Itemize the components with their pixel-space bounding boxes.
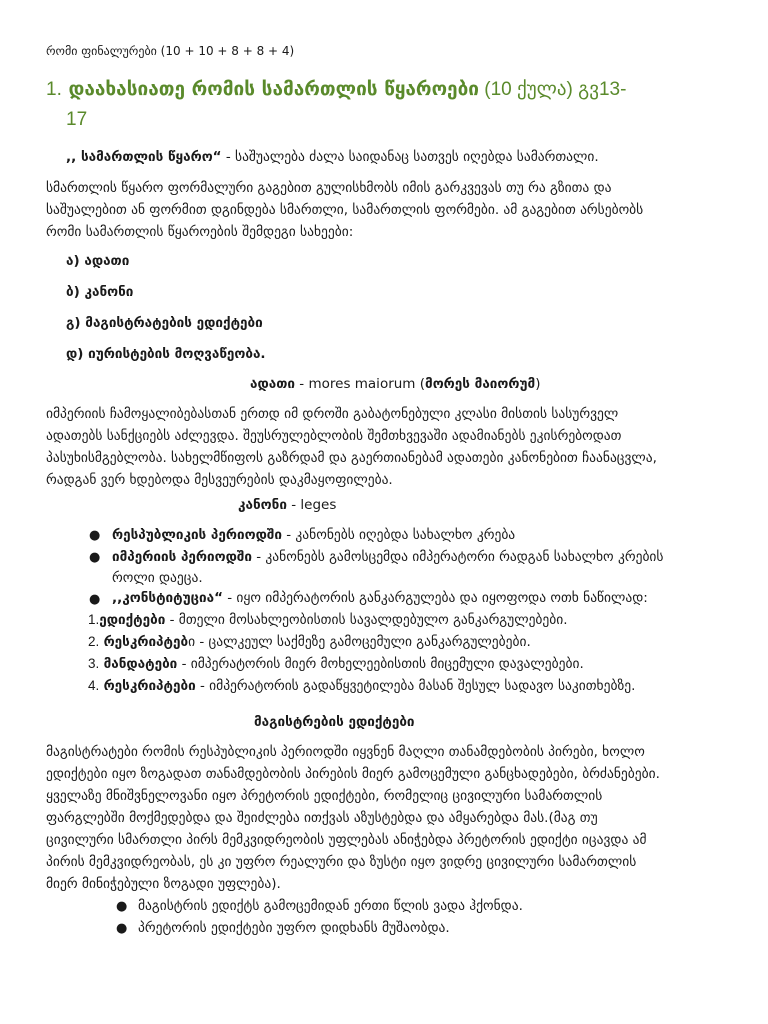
source-type-b — [66, 281, 133, 304]
intro-para-line-2: საშუალებით ან ფორმით დგინდება სმართლი, სამართლის ფორმები. ამ გაგებით არსებობს — [46, 202, 644, 218]
intro-para-line-1: სმართლის წყარო ფორმალური გაგებით გულისხმობს იმის გარკვევას თუ რა გზითა და — [46, 180, 612, 196]
kanoni-bullet-2-text: - კანონებს გამოსცემდა იმპერატორი რადგან სახალხო კრების — [251, 549, 664, 565]
kanoni-bullet-1-text: - კანონებს იღებდა სახალხო კრება — [281, 527, 516, 543]
magistri-bullet-1: მაგისტრის ედიქტს გამოცემიდან ერთი წლის ვადა ჰქონდა. — [138, 898, 523, 914]
source-type-b-text: ბ) კანონი — [66, 284, 134, 300]
constitution-item-3-num: 3. — [88, 656, 100, 671]
course-line: რომი ფინალურები (10 + 10 + 8 + 8 + 4) — [46, 44, 295, 58]
magistri-line-7: მიერ მინიჭებული ზოგადი უფლება). — [46, 876, 281, 892]
source-type-c-text: გ) მაგისტრატების ედიქტები — [66, 315, 263, 331]
kanoni-bullet-3-term: ,,კონსტიტუცია“ — [112, 590, 223, 606]
kanoni-bullet-1 — [112, 524, 515, 547]
constitution-item-3-text: - იმპერატორის მიერ მოხელეებისთის მიცემული დავალებები. — [177, 656, 584, 672]
definition-term: ,, სამართლის წყარო“ — [66, 149, 222, 165]
constitution-item-2-num: 2. — [88, 634, 100, 649]
question-points: (10 ქულა) გვ13- — [479, 79, 627, 100]
constitution-item-4 — [88, 674, 635, 698]
adati-heading-term: ადათი — [250, 376, 296, 392]
magistri-line-2: ედიქტები იყო ზოგადათ თანამდებობის პირების მიერ გამოცემული განცხადებები, ბრძანებები. — [46, 766, 660, 782]
adati-heading-geo: მორეს მაიორუმ — [425, 376, 536, 392]
bullet-icon: ● — [89, 550, 101, 565]
constitution-item-2 — [88, 630, 531, 654]
source-type-d — [66, 343, 266, 366]
question-pages-end: 17 — [66, 109, 88, 130]
kanoni-heading-term: კანონი — [238, 497, 287, 513]
magistri-line-4: ფარგლებში მოქმედებდა და შეიძლება ითქვას აზუსტებდა და ამყარებდა მას.(მაგ თუ — [46, 810, 598, 826]
constitution-item-4-num: 4. — [88, 678, 100, 693]
bullet-icon: ● — [89, 528, 101, 543]
kanoni-bullet-1-term: რესპუბლიკის პერიოდში — [112, 527, 282, 543]
source-type-a-text: ა) ადათი — [66, 253, 130, 269]
magistri-line-1: მაგისტრატები რომის რესპუბლიკის პერიოდში იყვნენ მაღლი თანამდებობის პირები, ხოლო — [46, 744, 645, 760]
intro-para-line-3: რომი სამართლის წყაროების შემდეგი სახეები: — [46, 224, 354, 240]
adati-line-3: პასუხისმგებლობა. სახელმწიფოს გაზრდამ და გაერთიანებამ ადათები კანონებით ჩაანაცვლა, — [46, 450, 657, 466]
question-heading — [46, 78, 626, 101]
bullet-icon: ● — [116, 921, 128, 936]
constitution-item-2-term: რესკრიპტებ — [103, 634, 189, 650]
constitution-item-1-num: 1. — [88, 612, 100, 627]
bullet-icon: ● — [89, 592, 101, 607]
definition-line — [66, 146, 599, 169]
magistri-heading-text: მაგისტრების ედიქტები — [254, 714, 415, 730]
source-type-a — [66, 250, 129, 273]
source-type-c — [66, 312, 263, 335]
kanoni-bullet-3-text: - იყო იმპერატორის განკარგულება და იყოფოდა ოთხ ნაწილად: — [222, 590, 648, 606]
bullet-icon: ● — [116, 899, 128, 914]
kanoni-bullet-2 — [112, 546, 663, 569]
adati-line-2: ადათებს სანქციებს აძლევდა. შეუსრულებლობის შემთხვევაში ადამიანებს ეკისრებოდათ — [46, 428, 622, 444]
adati-line-1: იმპერიის ჩამოყალიბებასთან ერთდ იმ დროში გაბატონებული კლასი მისთის სასურველ — [46, 406, 619, 422]
adati-line-4: რადგან ვერ ხდებოდა მესვეურების დაკმაყოფილება. — [46, 472, 393, 488]
question-pages-cont — [66, 108, 87, 131]
constitution-item-1-term: ედიქტები — [99, 612, 166, 628]
kanoni-bullet-2-term: იმპერიის პერიოდში — [112, 549, 252, 565]
magistri-heading — [254, 711, 415, 734]
question-number: 1. — [46, 79, 62, 100]
constitution-item-1 — [88, 608, 568, 632]
definition-text: - საშუალება ძალა საიდანაც სათვეს იღებდა სამართალი. — [221, 149, 599, 165]
constitution-item-4-term: რესკრიპტები — [103, 678, 196, 694]
adati-heading-latin: - mores maiorum ( — [295, 376, 426, 392]
kanoni-bullet-3 — [112, 587, 648, 610]
kanoni-heading-latin: - leges — [286, 497, 337, 513]
constitution-item-3 — [88, 652, 584, 676]
constitution-item-2-text: ი - ცალკეულ საქმეზე გამოცემული განკარგულებები. — [188, 634, 531, 650]
adati-heading-close: ) — [535, 376, 541, 392]
constitution-item-3-term: მანდატები — [103, 656, 178, 672]
kanoni-bullet-2-cont: როლი დაეცა. — [112, 570, 203, 586]
magistri-line-3: ყველაზე მნიშვნელოვანი იყო პრეტორის ედიქტები, რომელიც ცივილური სამართლის — [46, 788, 603, 804]
question-title: დაახასიათე რომის სამართლის წყაროები — [68, 78, 479, 100]
adati-heading — [250, 373, 540, 396]
kanoni-heading — [238, 494, 336, 517]
magistri-bullet-2: პრეტორის ედიქტები უფრო დიდხანს მუშაობდა. — [138, 920, 450, 936]
magistri-line-5: ცივილური სმართლი პირს მემკვიდრეობის უფლებას ანიჭებდა პრეტორის ედიქტი იცავდა ამ — [46, 832, 647, 848]
source-type-d-text: დ) იურისტების მოღვაწეობა. — [66, 346, 266, 362]
constitution-item-4-text: - იმპერატორის გადაწყვეტილება მასან შესულ სადავო საკითხებზე. — [195, 678, 636, 694]
constitution-item-1-text: - მთელი მოსახლეობისთის სავალდებულო განკარგულებები. — [165, 612, 568, 628]
magistri-line-6: პირის მემკვიდრეობას, ეს კი უფრო რეალური და ზუსტი იყო ვიდრე ცივილური სამართლის — [46, 854, 637, 870]
